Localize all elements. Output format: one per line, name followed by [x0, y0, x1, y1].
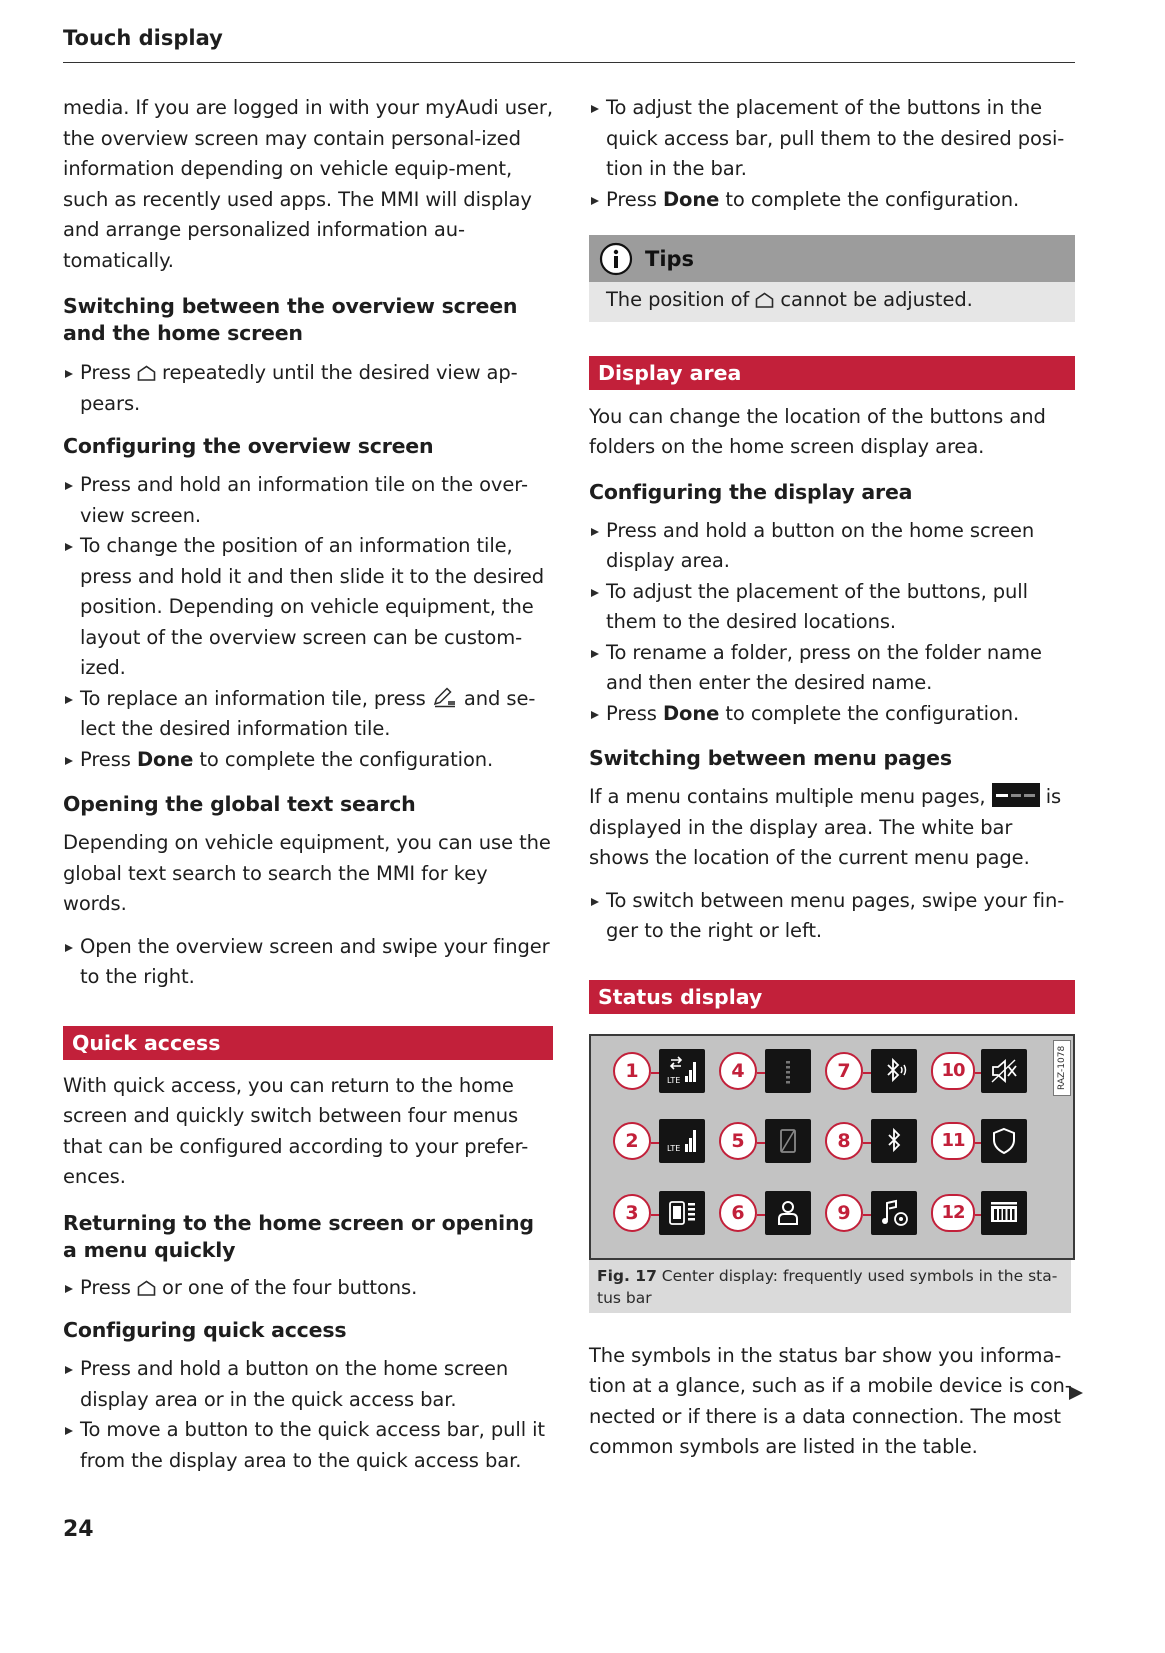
figure-code: RAZ-1078 [1053, 1040, 1071, 1096]
return-heading: Returning to the home screen or opening a menu quickly [63, 1210, 534, 1262]
signal-bar-icon [765, 1049, 811, 1093]
config-display-step: To adjust the placement of the buttons, pull them to the desired locations. [589, 577, 1075, 638]
callout-2: 2 [613, 1122, 651, 1160]
page-indicator-icon [992, 783, 1040, 807]
menu-pages-step: To switch between menu pages, swipe your fin-ger to the right or left. [589, 886, 1075, 947]
continue-arrow-icon [1069, 1386, 1083, 1400]
search-step: Open the overview screen and swipe your finger to the right. [63, 932, 553, 993]
done-step: Press Done to complete the configuration. [589, 699, 1075, 730]
svg-text:LTE: LTE [667, 1075, 681, 1085]
mmi-online-icon [981, 1191, 1027, 1235]
adjust-quick-step: To adjust the placement of the buttons in the quick access bar, pull them to the desired posi-tion in the bar. [589, 93, 1075, 185]
lte-signal-icon [659, 1119, 705, 1163]
tips-header [589, 235, 1075, 282]
right-column [589, 93, 1075, 1463]
config-overview-step: Press and hold an information tile on the over-view screen. [63, 470, 553, 531]
bluetooth-icon [871, 1119, 917, 1163]
config-quick-step: To move a button to the quick access bar, pull it from the display area to the quick access bar. [63, 1415, 553, 1476]
config-display-heading: Configuring the display area [589, 479, 913, 504]
intro-paragraph: media. If you are logged in with your myAudi user, the overview screen may contain personal-ized information depending on vehicle equip-ment, such as recently used apps. The MMI will display and arrange personalized information au-tomatically. [63, 96, 553, 272]
tips-text: The position of cannot be adjusted. [606, 288, 973, 311]
switch-step: Press repeatedly until the desired view ap-pears. [63, 358, 553, 419]
callout-8: 8 [825, 1122, 863, 1160]
home-icon [137, 360, 156, 376]
svg-text:LTE: LTE [667, 1143, 681, 1153]
callout-11: 11 [931, 1122, 975, 1160]
privacy-shield-icon [981, 1119, 1027, 1163]
status-symbols-figure [589, 1034, 1075, 1260]
status-paragraph: The symbols in the status bar show you informa-tion at a glance, such as if a mobile device is con-nected or if there is a data connection. The most common symbols are listed in the table. [589, 1343, 1072, 1458]
callout-5: 5 [719, 1122, 757, 1160]
status-display-title-bar: Status display [589, 980, 1075, 1014]
tips-title: Tips [645, 246, 695, 271]
bluetooth-audio-icon [871, 1049, 917, 1093]
config-display-step: To rename a folder, press on the folder name and then enter the desired name. [589, 638, 1075, 699]
callout-3: 3 [613, 1194, 651, 1232]
quick-access-paragraph: With quick access, you can return to the home screen and quickly switch between four menus that can be configured according to your prefer-ences. [63, 1073, 529, 1188]
switch-heading: Switching between the overview screen and the home screen [63, 294, 518, 345]
callout-1: 1 [613, 1052, 651, 1090]
figure-caption: Fig. 17 Center display: frequently used symbols in the sta-tus bar [589, 1260, 1071, 1313]
callout-9: 9 [825, 1194, 863, 1232]
return-step: Press or one of the four buttons. [63, 1273, 553, 1304]
menu-pages-paragraph: If a menu contains multiple menu pages, is displayed in the display area. The white bar shows the location of the current menu page. [589, 785, 1062, 869]
config-overview-step: To change the position of an information tile, press and hold it and then slide it to the desired position. Depending on vehicle equipment, the layout of the overview screen can be custom-ized. [63, 531, 553, 684]
config-overview-heading: Configuring the overview screen [63, 434, 434, 458]
running-header: Touch display [63, 26, 223, 50]
callout-4: 4 [719, 1052, 757, 1090]
quick-access-title-bar: Quick access [63, 1026, 553, 1060]
edit-pencil-icon [432, 686, 458, 708]
done-step: Press Done to complete the configuration. [589, 185, 1075, 216]
phone-battery-icon [659, 1191, 705, 1235]
lte-signal-transfer-icon [659, 1049, 705, 1093]
header-rule [63, 62, 1075, 63]
display-area-paragraph: You can change the location of the buttons and folders on the home screen display area. [589, 404, 1046, 458]
user-profile-icon [765, 1191, 811, 1235]
info-icon [599, 242, 633, 276]
home-icon [755, 287, 774, 303]
config-quick-step: Press and hold a button on the home screen display area or in the quick access bar. [63, 1354, 553, 1415]
config-quick-heading: Configuring quick access [63, 1318, 347, 1342]
search-paragraph: Depending on vehicle equipment, you can use the global text search to search the MMI for key words. [63, 831, 551, 915]
search-heading: Opening the global text search [63, 792, 416, 816]
display-area-title-bar: Display area [589, 356, 1075, 390]
done-step: Press Done to complete the configuration. [63, 745, 553, 776]
bluetooth-music-icon [871, 1191, 917, 1235]
tips-box [589, 235, 1075, 322]
no-sim-icon [765, 1119, 811, 1163]
left-column [63, 93, 553, 1476]
callout-7: 7 [825, 1052, 863, 1090]
callout-6: 6 [719, 1194, 757, 1232]
figure [589, 1034, 1075, 1313]
home-icon [137, 1275, 156, 1291]
config-display-step: Press and hold a button on the home screen display area. [589, 516, 1075, 577]
replace-tile-step: To replace an information tile, press and se-lect the desired information tile. [63, 684, 553, 745]
page-number: 24 [63, 1517, 94, 1542]
mute-icon [981, 1049, 1027, 1093]
callout-10: 10 [931, 1052, 975, 1090]
callout-12: 12 [931, 1194, 975, 1232]
menu-pages-heading: Switching between menu pages [589, 746, 952, 770]
